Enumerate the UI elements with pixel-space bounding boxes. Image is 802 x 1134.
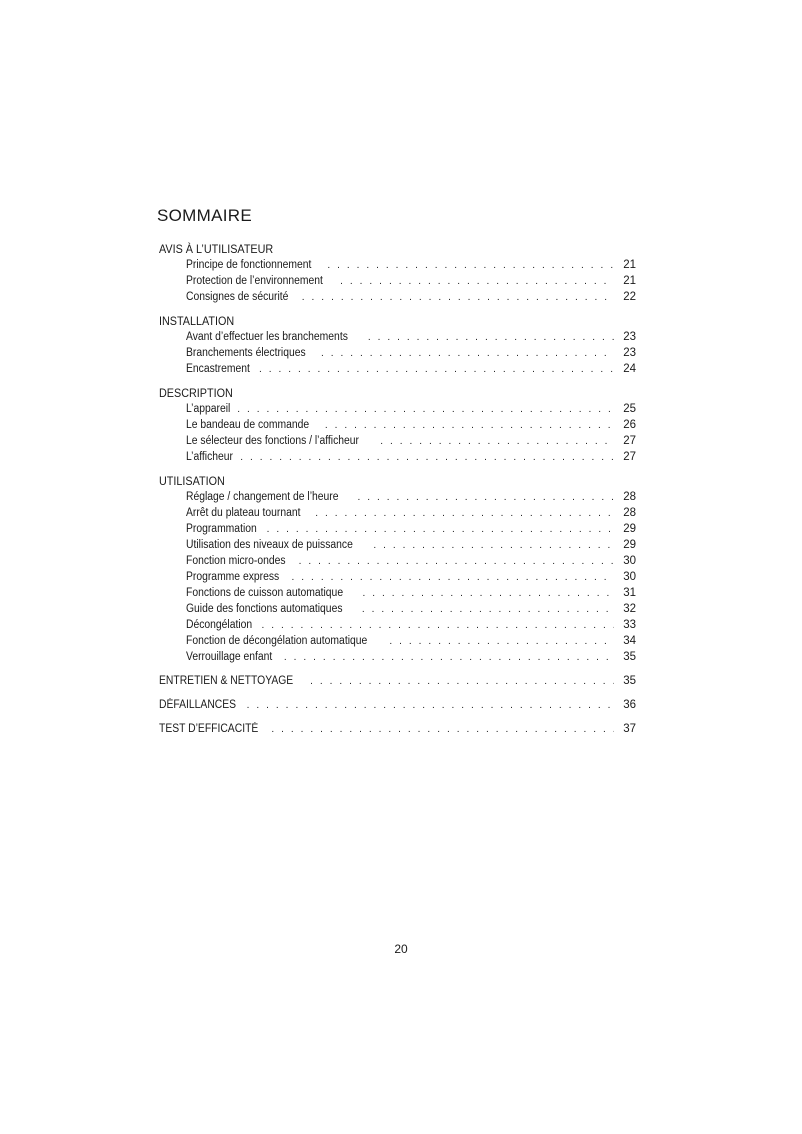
toc-entry-label: TEST D’EFFICACITÉ	[159, 723, 259, 735]
page-title: SOMMAIRE	[157, 206, 252, 225]
dot-leader	[247, 698, 614, 714]
toc-entry-page: 32	[623, 603, 636, 615]
dot-leader	[373, 538, 614, 554]
toc-section-avis	[159, 241, 637, 305]
toc-entry-page: 24	[623, 363, 636, 375]
toc-entry-label: Le bandeau de commande	[186, 419, 310, 431]
toc-entry	[159, 721, 637, 737]
dot-leader	[302, 290, 614, 306]
section-title: DESCRIPTION	[159, 386, 233, 400]
toc-entry	[159, 697, 637, 713]
toc-entry-page: 31	[623, 587, 636, 599]
dot-leader	[284, 650, 614, 666]
toc-entry-label: Consignes de sécurité	[186, 291, 289, 303]
dot-leader	[240, 450, 614, 466]
toc-section-utilisation	[159, 473, 637, 665]
toc-entry-label: ENTRETIEN & NETTOYAGE	[159, 675, 294, 687]
toc-entry-page: 37	[623, 723, 636, 735]
dot-leader	[368, 330, 614, 346]
toc-entry-page: 28	[623, 507, 636, 519]
toc-entry	[159, 417, 637, 433]
dot-leader	[237, 402, 614, 418]
toc-entry-label: Programmation	[186, 523, 257, 535]
dot-leader	[380, 434, 614, 450]
toc-entry	[159, 273, 637, 289]
toc-entry	[159, 361, 637, 377]
toc-entry-label: Verrouillage enfant	[186, 651, 273, 663]
toc-entry-label: Avant d’effectuer les branchements	[186, 331, 348, 343]
table-of-contents	[159, 241, 637, 745]
toc-entry-label: Fonction de décongélation automatique	[186, 635, 368, 647]
toc-entry-label: Arrêt du plateau tournant	[186, 507, 301, 519]
toc-section-description	[159, 385, 637, 465]
toc-entry-label: Le sélecteur des fonctions / l’afficheur	[186, 435, 359, 447]
dot-leader	[340, 274, 614, 290]
dot-leader	[315, 506, 614, 522]
dot-leader	[389, 634, 614, 650]
toc-entry	[159, 585, 637, 601]
dot-leader	[262, 618, 614, 634]
toc-entry-label: Décongélation	[186, 619, 253, 631]
toc-entry-page: 27	[623, 435, 636, 447]
toc-entry-page: 30	[623, 571, 636, 583]
dot-leader	[325, 418, 614, 434]
toc-entry-page: 27	[623, 451, 636, 463]
toc-entry-page: 25	[623, 403, 636, 415]
dot-leader	[259, 362, 614, 378]
toc-entry	[159, 553, 637, 569]
toc-entry	[159, 329, 637, 345]
toc-entry-page: 36	[623, 699, 636, 711]
page-number: 20	[394, 942, 408, 956]
dot-leader	[299, 554, 614, 570]
toc-entry	[159, 633, 637, 649]
toc-section-entretien	[159, 673, 637, 689]
toc-entry-page: 33	[623, 619, 636, 631]
toc-entry-label: Encastrement	[186, 363, 250, 375]
dot-leader	[363, 586, 614, 602]
toc-entry-label: Protection de l’environnement	[186, 275, 323, 287]
toc-entry	[159, 449, 637, 465]
dot-leader	[310, 674, 614, 690]
toc-entry-label: L’afficheur	[186, 451, 233, 463]
toc-entry-page: 35	[623, 675, 636, 687]
toc-entry	[159, 569, 637, 585]
toc-entry-page: 26	[623, 419, 636, 431]
toc-entry	[159, 257, 637, 273]
toc-entry-label: DÉFAILLANCES	[159, 699, 237, 711]
dot-leader	[292, 570, 614, 586]
toc-entry-label: Utilisation des niveaux de puissance	[186, 539, 353, 551]
toc-section-test	[159, 721, 637, 737]
toc-entry	[159, 521, 637, 537]
toc-entry-page: 34	[623, 635, 636, 647]
section-title: UTILISATION	[159, 474, 225, 488]
toc-entry-label: Guide des fonctions automatiques	[186, 603, 343, 615]
toc-entry-label: Réglage / changement de l’heure	[186, 491, 339, 503]
toc-entry	[159, 489, 637, 505]
toc-section-installation	[159, 313, 637, 377]
toc-entry-label: Principe de fonctionnement	[186, 259, 312, 271]
toc-entry	[159, 345, 637, 361]
section-title: AVIS À L’UTILISATEUR	[159, 242, 274, 256]
toc-section-defaillances	[159, 697, 637, 713]
toc-entry	[159, 433, 637, 449]
toc-entry	[159, 673, 637, 689]
toc-entry-label: Fonctions de cuisson automatique	[186, 587, 344, 599]
toc-entry	[159, 289, 637, 305]
toc-entry-page: 29	[623, 539, 636, 551]
toc-entry-page: 21	[623, 259, 636, 271]
dot-leader	[357, 490, 614, 506]
toc-entry	[159, 649, 637, 665]
toc-entry	[159, 401, 637, 417]
toc-entry-page: 23	[623, 347, 636, 359]
toc-entry-page: 35	[623, 651, 636, 663]
toc-entry	[159, 537, 637, 553]
toc-entry-page: 29	[623, 523, 636, 535]
toc-entry	[159, 601, 637, 617]
dot-leader	[267, 522, 614, 538]
toc-entry-label: Programme express	[186, 571, 280, 583]
section-title: INSTALLATION	[159, 314, 235, 328]
toc-entry-page: 28	[623, 491, 636, 503]
toc-entry-page: 21	[623, 275, 636, 287]
toc-entry-page: 30	[623, 555, 636, 567]
toc-entry-label: L’appareil	[186, 403, 231, 415]
dot-leader	[362, 602, 614, 618]
toc-entry-label: Branchements électriques	[186, 347, 306, 359]
dot-leader	[321, 346, 614, 362]
toc-entry	[159, 617, 637, 633]
toc-entry-label: Fonction micro-ondes	[186, 555, 286, 567]
toc-entry-page: 23	[623, 331, 636, 343]
dot-leader	[327, 258, 614, 274]
toc-entry	[159, 505, 637, 521]
dot-leader	[271, 722, 614, 738]
toc-entry-page: 22	[623, 291, 636, 303]
